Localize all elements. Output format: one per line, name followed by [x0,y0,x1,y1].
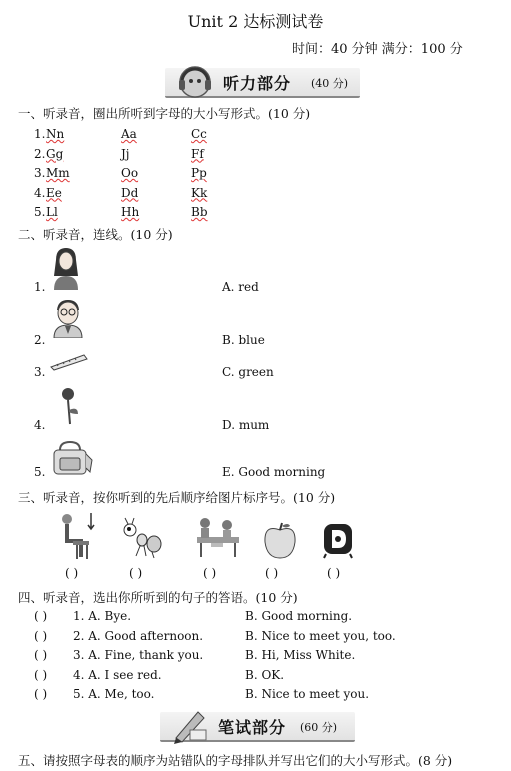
q1-option-b: Aa [121,127,137,141]
q4-answer-blank: ( ) [34,687,48,702]
q1-heading: 一、听录音，圈出所听到字母的大小写形式。(10 分) [18,106,311,121]
schoolbag-picture [50,438,94,478]
exam-meta: 时间：40 分钟 满分：100 分 [292,42,463,57]
q2-heading: 二、听录音，连线。(10 分) [18,227,173,242]
q4-option-a: 5. A. Me, too. [73,687,155,702]
q1-option-c: Ff [191,146,204,161]
rose-picture [56,386,82,426]
q1-option-c: Pp [191,166,207,180]
ruler-picture [50,353,88,371]
listening-score: (40 分) [311,77,349,90]
q1-number: 3. [34,166,46,180]
q1-number: 5. [34,205,46,219]
q4-answer-blank: ( ) [34,628,48,643]
ant-picture [120,516,164,560]
writing-banner-label: 笔试部分 [218,718,287,737]
q4-option-a: 1. A. Bye. [73,609,132,623]
q1-number: 4. [34,185,46,200]
q3-answer-blank: ( ) [129,566,143,580]
q2-word-option: D. mum [222,418,270,432]
q4-answer-blank: ( ) [34,609,48,623]
q1-option-c: Kk [191,185,208,200]
q2-picture-number: 4. [34,418,46,432]
q3-answer-blank: ( ) [65,566,79,580]
q1-option-b: Dd [121,185,139,200]
letter-d-picture [320,520,360,560]
q1-option-a: Mm [46,166,70,180]
q1-option-b: Oo [121,166,139,180]
q4-answer-blank: ( ) [34,648,48,663]
writing-score: (60 分) [300,721,338,734]
classroom-picture [193,513,243,561]
q5-heading: 五、请按照字母表的顺序为站错队的字母排队并写出它们的大小写形式。(8 分) [18,753,453,768]
q3-answer-blank: ( ) [203,566,217,580]
q1-option-c: Cc [191,127,207,141]
q2-word-option: B. blue [222,333,265,347]
listening-banner-label: 听力部分 [223,74,292,93]
q2-picture-number: 5. [34,465,46,479]
q4-option-b: B. OK. [245,667,285,682]
q2-picture-number: 2. [34,333,46,347]
q4-option-b: B. Hi, Miss White. [245,648,356,663]
apple-picture [262,522,298,560]
q4-option-a: 4. A. I see red. [73,667,162,682]
writing-banner [160,712,355,742]
q2-word-option: E. Good morning [222,465,326,479]
man-with-glasses-picture [50,298,86,338]
q4-option-a: 3. A. Fine, thank you. [73,648,204,663]
q4-option-b: B. Nice to meet you, too. [245,628,396,643]
q1-option-a: Ee [46,185,62,200]
q1-option-a: Gg [46,146,64,161]
mum-picture [48,246,84,290]
listening-banner [165,68,360,98]
q4-answer-blank: ( ) [34,667,48,682]
q3-heading: 三、听录音，按你听到的先后顺序给图片标序号。(10 分) [18,490,336,505]
q2-picture-number: 1. [34,280,46,294]
q1-option-a: Ll [46,205,58,219]
q4-option-b: B. Good morning. [245,609,353,623]
q4-option-b: B. Nice to meet you. [245,687,370,702]
q1-option-b: Jj [121,146,130,161]
q1-option-b: Hh [121,205,140,219]
q1-option-c: Bb [191,205,208,219]
q3-answer-blank: ( ) [327,566,341,580]
q2-word-option: C. green [222,365,274,379]
pencil-icon [170,706,210,744]
q1-number: 2. [34,146,46,161]
headphones-icon [175,62,215,100]
q1-number: 1. [34,127,46,141]
q2-word-option: A. red [222,280,259,294]
sit-down-picture [55,511,99,561]
q2-picture-number: 3. [34,365,46,379]
q4-heading: 四、听录音，选出你所听到的句子的答语。(10 分) [18,590,298,605]
q1-option-a: Nn [46,127,65,141]
q4-option-a: 2. A. Good afternoon. [73,628,204,643]
page-title: Unit 2 达标测试卷 [187,12,324,31]
q3-answer-blank: ( ) [265,566,279,580]
